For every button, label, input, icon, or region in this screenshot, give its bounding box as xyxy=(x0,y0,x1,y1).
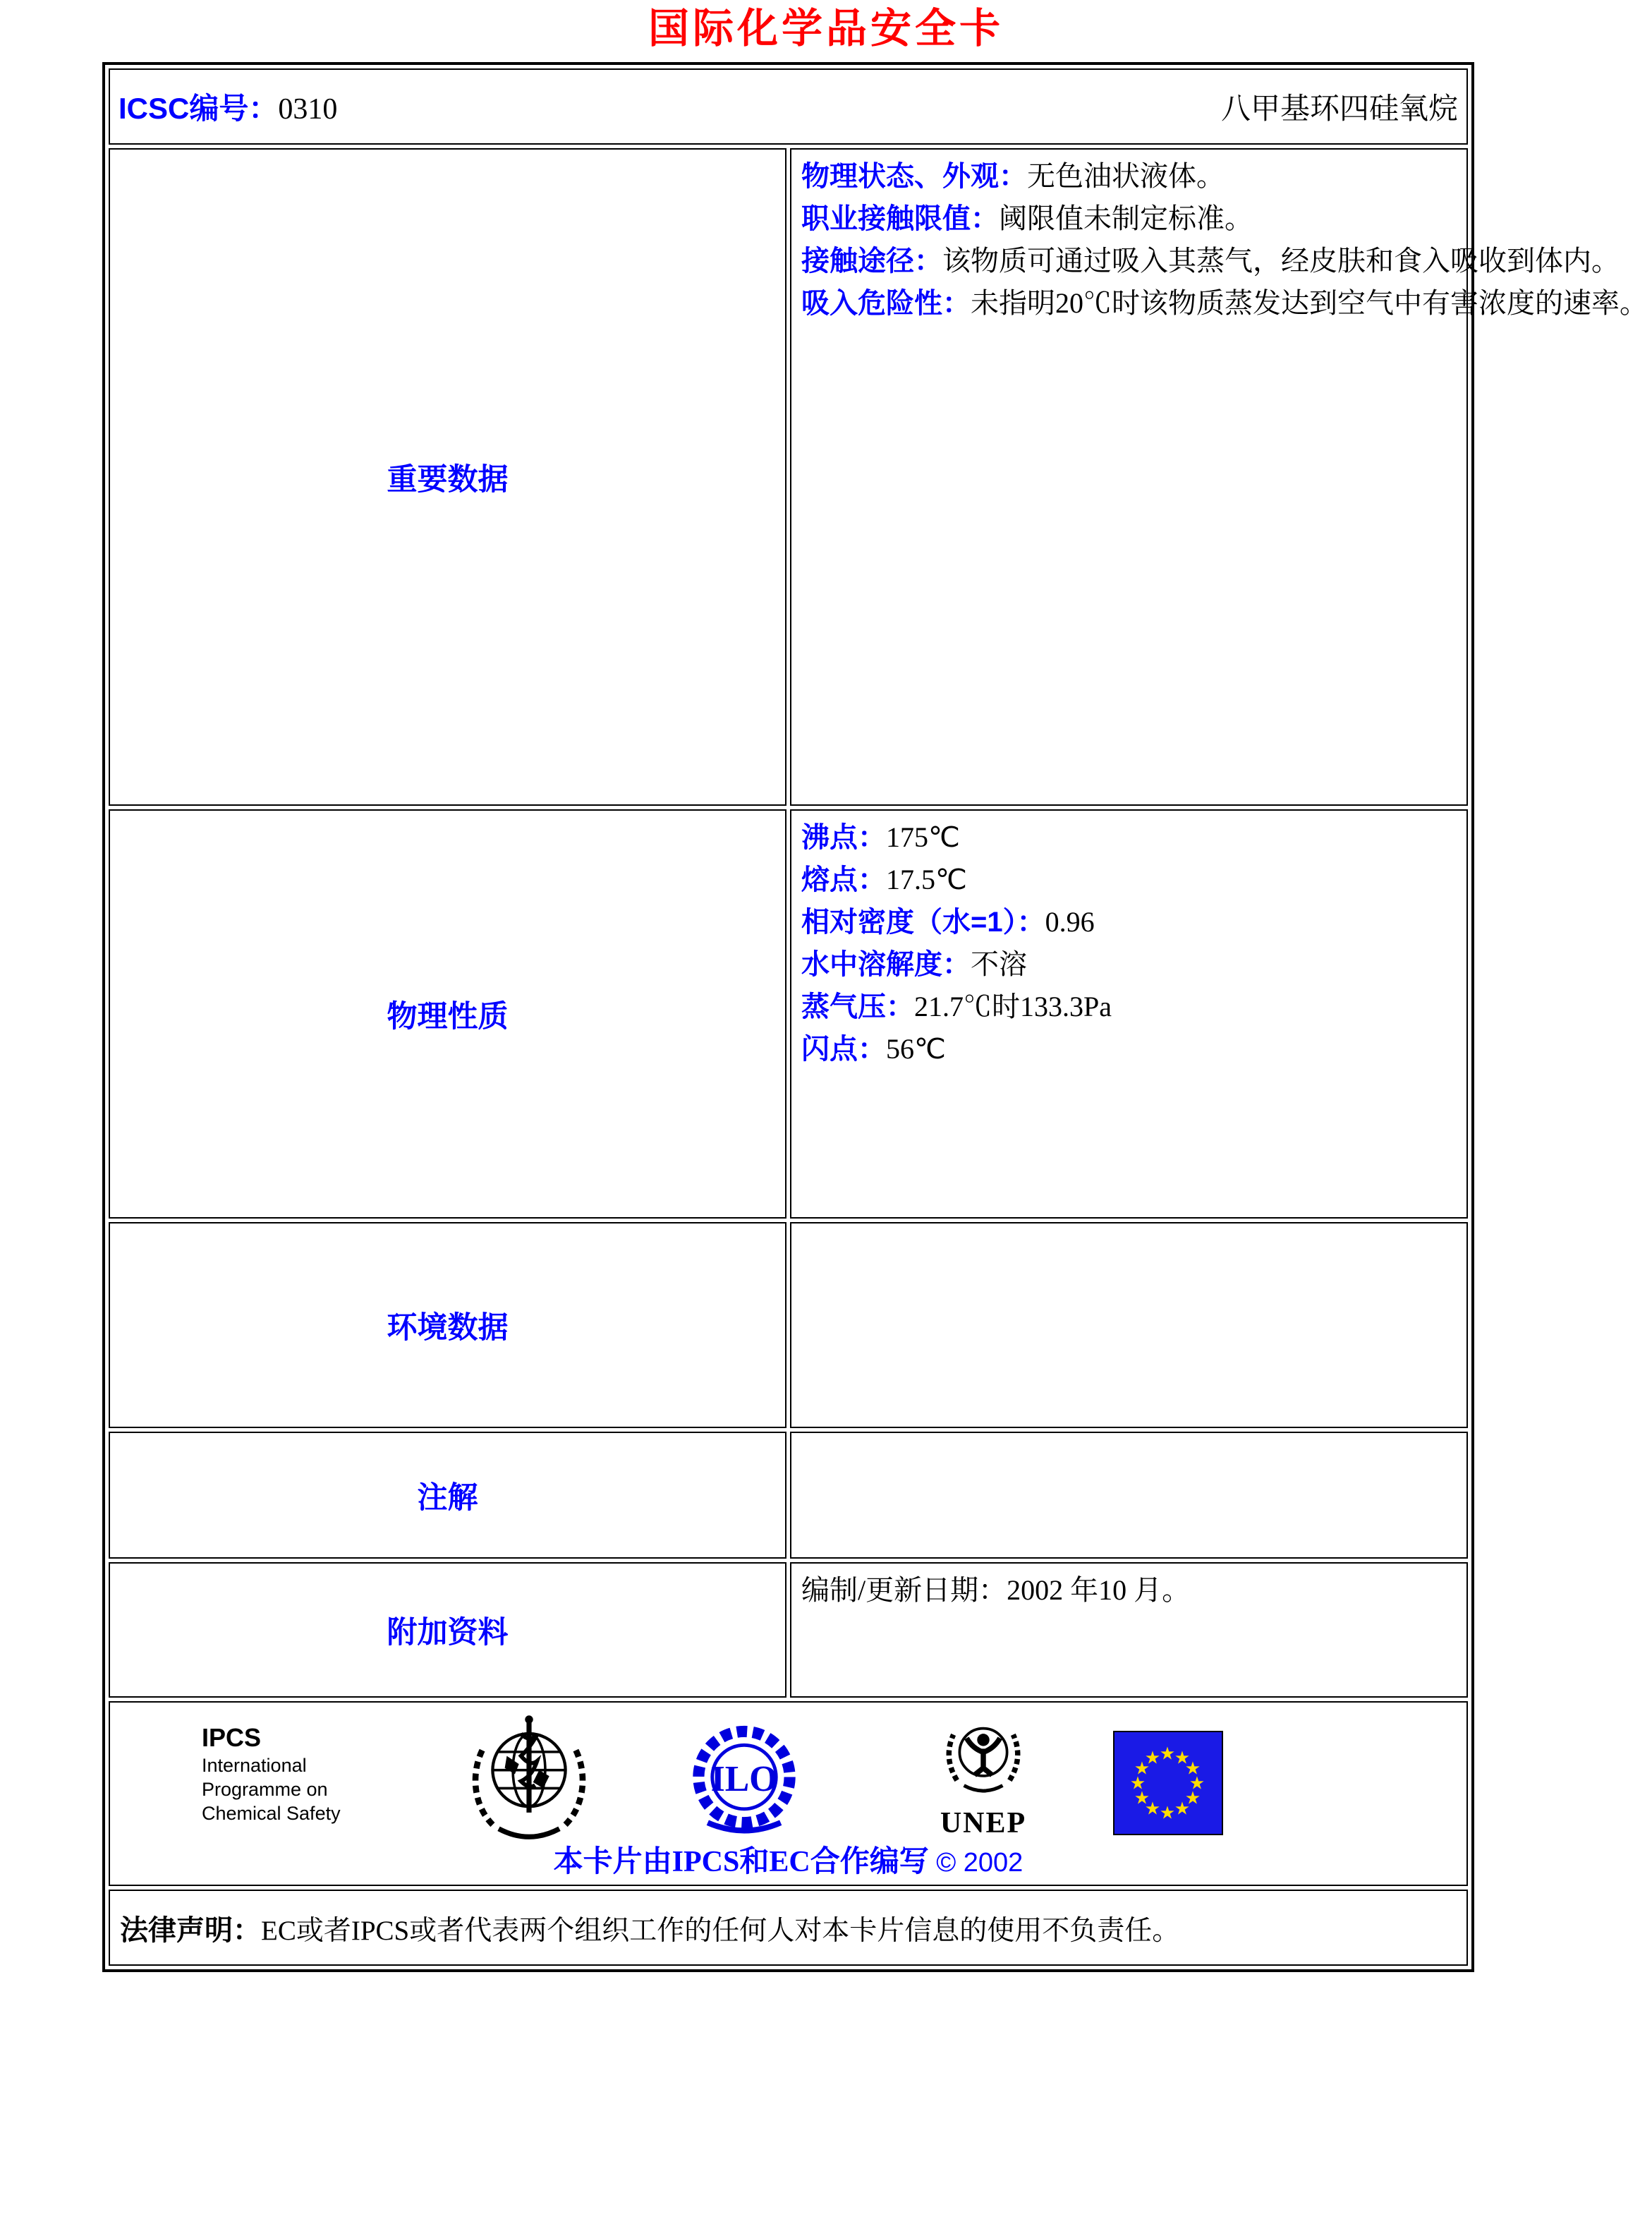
ipcs-subtitle-line: Programme on xyxy=(202,1779,328,1800)
ipcs-title: IPCS xyxy=(202,1723,262,1752)
eu-star-icon: ★ xyxy=(1159,1743,1176,1764)
ilo-logo-icon xyxy=(687,1722,801,1844)
item-value: 17.5℃ xyxy=(886,864,967,895)
legal-text: EC或者IPCS或者代表两个组织工作的任何人对本卡片信息的使用不负责任。 xyxy=(261,1915,1180,1946)
safety-card-table xyxy=(102,62,1648,1972)
who-logo-icon xyxy=(468,1711,590,1853)
item-value: 21.7℃时133.3Pa xyxy=(914,991,1112,1022)
item-value: 阈限值未制定标准。 xyxy=(999,203,1253,234)
icsc-number-value: 0310 xyxy=(278,93,338,126)
important-data-row xyxy=(109,148,1468,806)
notes-row xyxy=(109,1432,1468,1559)
item-value: 该物质可通过吸入其蒸气，经皮肤和食入吸收到体内。 xyxy=(942,245,1620,277)
eu-star-icon: ★ xyxy=(1134,1758,1150,1779)
eu-flag-icon xyxy=(1113,1731,1223,1835)
physical-item xyxy=(801,986,1457,1028)
physical-properties-section-label: 物理性质 xyxy=(109,809,786,1219)
important-item xyxy=(801,198,1457,240)
ipcs-text-block xyxy=(202,1722,341,1825)
eu-star-icon: ★ xyxy=(1189,1772,1205,1794)
item-label: 蒸气压： xyxy=(801,991,914,1022)
item-label: 吸入危险性： xyxy=(801,288,971,319)
item-label: 接触途径： xyxy=(801,246,942,277)
header-cell xyxy=(109,68,1468,145)
item-label: 相对密度（水=1）： xyxy=(801,907,1045,938)
unep-logo-text: UNEP xyxy=(940,1807,1027,1839)
important-item xyxy=(801,282,1648,325)
physical-properties-row xyxy=(109,809,1468,1219)
item-value: 无色油状液体。 xyxy=(1027,160,1225,192)
notes-content xyxy=(790,1432,1468,1559)
environmental-data-content xyxy=(790,1222,1468,1428)
item-label: 水中溶解度： xyxy=(801,949,971,980)
item-value: 2002 年10 月。 xyxy=(1007,1574,1191,1606)
eu-star-icon: ★ xyxy=(1129,1772,1146,1794)
ipcs-subtitle-line: Chemical Safety xyxy=(202,1803,341,1824)
environmental-data-section-label: 环境数据 xyxy=(109,1222,786,1428)
item-value: 0.96 xyxy=(1045,906,1095,938)
physical-item xyxy=(801,816,1457,859)
credit-text: 本卡片由IPCS和EC合作编写 xyxy=(553,1846,929,1878)
item-label: 熔点： xyxy=(801,864,886,895)
item-value: 175℃ xyxy=(886,821,960,853)
physical-item xyxy=(801,1028,1457,1070)
eu-star-icon: ★ xyxy=(1184,1787,1201,1808)
icsc-number-label: ICSC编号： xyxy=(119,92,279,125)
important-data-content xyxy=(790,148,1648,806)
chemical-name: 八甲基环四硅氧烷 xyxy=(1220,93,1458,126)
item-label: 沸点： xyxy=(801,822,886,853)
unep-logo-icon xyxy=(939,1715,1028,1808)
ilo-logo-text: ILO xyxy=(710,1758,778,1799)
eu-star-icon: ★ xyxy=(1144,1747,1161,1768)
eu-star-icon: ★ xyxy=(1184,1758,1201,1779)
additional-info-row xyxy=(109,1562,1468,1698)
credit-line xyxy=(110,1838,1466,1880)
icsc-safety-card-page xyxy=(0,6,1652,2236)
item-value: 不溶 xyxy=(971,948,1027,980)
physical-properties-content xyxy=(790,809,1468,1219)
eu-star-icon: ★ xyxy=(1159,1802,1176,1823)
additional-info-section-label: 附加资料 xyxy=(109,1562,786,1698)
notes-section-label: 注解 xyxy=(109,1432,786,1559)
page-title: 国际化学品安全卡 xyxy=(648,4,1004,52)
eu-star-icon: ★ xyxy=(1134,1787,1150,1808)
icsc-number-group xyxy=(119,85,337,128)
item-label: 职业接触限值： xyxy=(801,203,999,234)
important-data-section-label: 重要数据 xyxy=(109,148,786,806)
item-value: 56℃ xyxy=(886,1033,946,1065)
copyright-text: © 2002 xyxy=(936,1848,1024,1878)
important-item xyxy=(801,240,1620,282)
legal-row xyxy=(109,1890,1468,1966)
item-label: 闪点： xyxy=(801,1034,886,1065)
item-value: 未指明20℃时该物质蒸发达到空气中有害浓度的速率。 xyxy=(971,287,1648,319)
ipcs-subtitle-line: International xyxy=(202,1755,307,1776)
legal-cell xyxy=(109,1890,1468,1966)
physical-item xyxy=(801,901,1457,943)
additional-item xyxy=(801,1569,1457,1611)
eu-star-icon: ★ xyxy=(1144,1798,1161,1819)
item-label: 编制/更新日期： xyxy=(801,1574,1007,1606)
eu-star-icon: ★ xyxy=(1174,1798,1191,1819)
additional-info-content xyxy=(790,1562,1468,1698)
footer-row xyxy=(109,1701,1468,1886)
physical-item xyxy=(801,859,1457,901)
physical-item xyxy=(801,943,1457,986)
legal-label: 法律声明： xyxy=(120,1914,261,1946)
footer-cell xyxy=(109,1701,1468,1886)
unep-logo-block xyxy=(934,1715,1033,1839)
eu-star-icon: ★ xyxy=(1174,1747,1191,1768)
header-row xyxy=(109,68,1468,145)
environmental-data-row xyxy=(109,1222,1468,1428)
item-label: 物理状态、外观： xyxy=(801,161,1027,192)
important-item xyxy=(801,155,1457,198)
